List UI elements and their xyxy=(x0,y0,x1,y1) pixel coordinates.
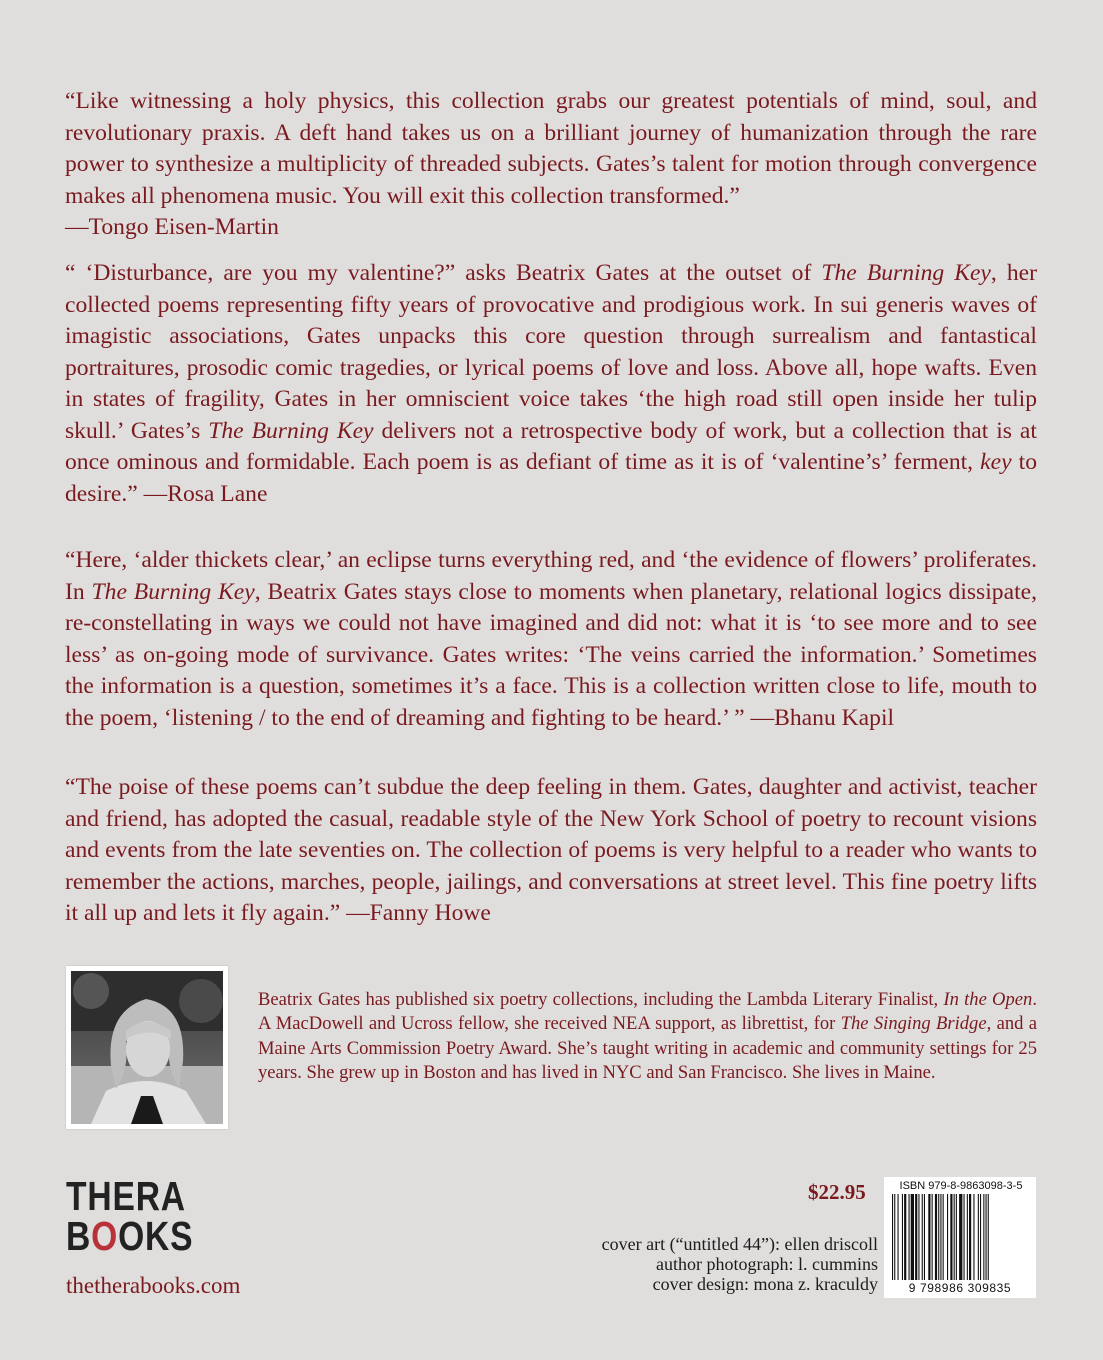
book-title: The Burning Key xyxy=(821,260,991,286)
author-portrait-image xyxy=(71,971,223,1124)
logo-letters: OKS xyxy=(118,1213,194,1259)
author-photo xyxy=(66,966,228,1129)
blurb-text: delivers not a retrospective body of work, but a collection that is at once ominous and formidable. Each poem is as defiant of time as it is of ‘valentine’s’ ferment, xyxy=(65,417,1037,475)
credit-cover-design: cover design: mona z. kraculdy xyxy=(652,1274,878,1294)
publisher-website[interactable]: thetherabooks.com xyxy=(66,1273,241,1298)
blurb-lane xyxy=(65,258,1037,510)
publisher-logo xyxy=(66,1173,194,1259)
blurb-howe xyxy=(65,772,1037,930)
book-title: The Burning Key xyxy=(91,578,255,605)
emphasis-key: key xyxy=(980,449,1012,475)
blurb-attribution: —Bhanu Kapil xyxy=(744,704,895,731)
price: $22.95 xyxy=(808,1180,866,1204)
isbn-barcode xyxy=(884,1177,1036,1298)
blurb-attribution: —Fanny Howe xyxy=(340,900,491,926)
author-bio xyxy=(258,988,1037,1086)
blurb-attribution: —Tongo Eisen-Martin xyxy=(65,214,279,240)
isbn-label: ISBN 979-8-9863098-3-5 xyxy=(899,1180,1023,1192)
blurb-text: “ ‘Disturbance, are you my valentine?” asks Beatrix Gates at the outset of xyxy=(65,260,822,286)
bio-text: . A MacDowell and Ucross fellow, she received NEA support, as librettist, for xyxy=(258,989,1037,1035)
blurb-eisen-martin xyxy=(65,86,1037,244)
barcode-digits: 9 798986 309835 xyxy=(908,1281,1012,1295)
blurb-text: “Here, ‘alder thickets clear,’ an eclipse turns everything red, and ‘the evidence of flowers’ proliferates. In xyxy=(65,547,1037,605)
blurb-quote: “Like witnessing a holy physics, this collection grabs our greatest potentials of mind, soul, and revolutionary praxis. A deft hand takes us on a brilliant journey of humanization through the rare power to synthesize a multiplicity of threaded subjects. Gates’s talent for motion through convergence makes all phenomena music. You will exit this collection transformed.” xyxy=(65,88,1037,209)
microphone-icon: O xyxy=(91,1213,119,1259)
credit-author-photo: author photograph: l. cummins xyxy=(656,1254,878,1274)
book-title: In the Open xyxy=(943,989,1033,1010)
blurb-text: , Beatrix Gates stays close to moments when planetary, relational logics dissipate, re-constellating in ways we could not have imagined and did not: what it is ‘to see more and to see less’ as on-going mode of survivance. Gates writes: ‘The veins carried the information.’ Sometimes the information is a question, sometimes it’s a face. This is a collection written close to life, mouth to the poem, ‘listening / to the end of dreaming and fighting to be heard.’ ” xyxy=(65,578,1037,731)
cover-credits xyxy=(602,1234,878,1294)
logo-line-books xyxy=(66,1213,194,1259)
book-title: The Burning Key xyxy=(208,417,374,444)
barcode-bars xyxy=(892,1194,1028,1280)
bio-text: Beatrix Gates has published six poetry collections, including the Lambda Literary Finalist, xyxy=(258,989,944,1010)
credit-cover-art: cover art (“untitled 44”): ellen driscoll xyxy=(601,1234,878,1254)
bio-text: , and a Maine Arts Commission Poetry Award. She’s taught writing in academic and community settings for 25 years. She grew up in Boston and has lived in NYC and San Francisco. She lives in Maine. xyxy=(258,1013,1038,1084)
blurb-quote: “The poise of these poems can’t subdue the deep feeling in them. Gates, daughter and activist, teacher and friend, has adopted the casual, readable style of the New York School of poetry to recount visions and events from the late seventies on. The collection of poems is very helpful to a reader who wants to remember the actions, marches, people, jailings, and conversations at street level. This fine poetry lifts it all up and lets it fly again.” xyxy=(65,774,1037,926)
blurb-text: to desire.” xyxy=(65,449,1037,507)
logo-line-thera: THERA xyxy=(66,1173,186,1219)
logo-letter: B xyxy=(66,1213,92,1259)
blurb-attribution: —Rosa Lane xyxy=(137,480,268,507)
blurb-text: , her collected poems representing fifty years of provocative and prodigious work. In sui generis waves of imagistic associations, Gates unpacks this core question through surrealism and fantastical portraitures, prosodic comic tragedies, or lyrical poems of love and loss. Above all, hope wafts. Even in states of fragility, Gates in her omniscient voice takes ‘the high road still open inside her tulip skull.’ Gates’s xyxy=(65,260,1037,444)
book-title: The Singing Bridge xyxy=(840,1013,987,1035)
blurb-kapil xyxy=(65,545,1037,734)
